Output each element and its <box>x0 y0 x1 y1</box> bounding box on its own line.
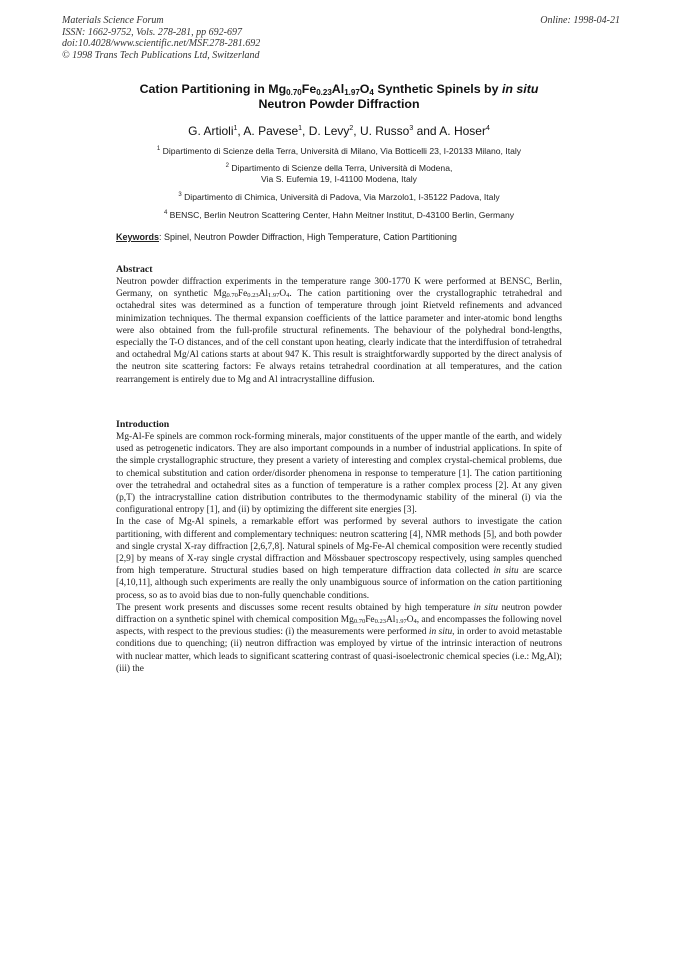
title-text: Cation Partitioning in Mg <box>139 82 287 96</box>
author <box>309 124 360 138</box>
title-text: O <box>359 82 370 96</box>
title-subscript: 1.97 <box>344 88 360 97</box>
keywords <box>116 232 457 242</box>
intro-paragraph-3: The present work presents and discusses some recent results obtained by high temperature in situ neutron powder diffraction on a synthetic spinel with chemical composition $Mg_{0.70}Fe_{0.23}Al_{1.97}O_4$, and encompasses the following novel aspects, with respect to the previous studies: (i) the measurements were performed in situ, in order to avoid metastable conditions due to quenching; (ii) neutron diffraction was employed by virtue of the intrinsic interaction of neutrons with nuclear matter, which leads to significant scattering contrast of quasi-isoelectronic chemical species (i.e.: Mg,Al); (iii) the <box>116 602 563 674</box>
author <box>439 124 490 138</box>
abstract-section <box>116 264 562 386</box>
author <box>243 124 308 138</box>
journal-name: Materials Science Forum <box>62 15 164 26</box>
intro-paragraph-1: Mg-Al-Fe spinels are common rock-forming minerals, major constituents of the upper mantle of the earth, and widely used as petrogenetic indicators. They are also important compounds in a number of industrial applications. In spite of the simple crystallographic structure, they present a variety of interesting and complex crystal-chemical problems, due to chemical substitution and cation order/disorder phenomena in response to temperature [1]. The cation partitioning over the tetrahedral and octahedral sites as a function of temperature is a rather complex process [2]. At any given (p,T) the intracrystalline cation distribution contributes to the thermodynamic stability of the mineral (i) via the configurational entropy [1], and (ii) by optimizing the different site energies [3]. <box>116 432 562 516</box>
title-subscript: 0.70 <box>286 88 302 97</box>
keywords-label: Keywords <box>116 232 160 242</box>
author <box>360 124 439 138</box>
introduction-body <box>116 431 562 675</box>
title-subscript: 4 <box>369 88 374 97</box>
affiliation-text: BENSC, Berlin Neutron Scattering Center, Hahn Meitner Institut, D-43100 Berlin, Germany <box>169 209 515 220</box>
author-name: D. Levy <box>308 124 350 138</box>
author-separator: and <box>413 124 440 138</box>
affiliation-marker: 3 <box>409 125 414 132</box>
title-text: Synthetic Spinels by <box>373 82 502 96</box>
issn-line: ISSN: 1662-9752, Vols. 278-281, pp 692-697 <box>62 26 242 38</box>
author-separator: , <box>353 124 360 138</box>
publication-info <box>62 15 260 61</box>
affiliation-4 <box>70 208 608 221</box>
copyright-line: © 1998 Trans Tech Publications Ltd, Switzerland <box>62 49 260 61</box>
doi-line[interactable]: doi:10.4028/www.scientific.net/MSF.278-281.692 <box>62 38 261 50</box>
author-name: G. Artioli <box>188 124 234 138</box>
author-separator: , <box>302 124 309 138</box>
paper-title <box>100 82 578 112</box>
affiliation-text: Dipartimento di Scienze della Terra, Università di Milano, Via Botticelli 23, I-20133 Milano, Italy <box>162 145 522 156</box>
author <box>188 124 243 138</box>
abstract-heading: Abstract <box>116 264 153 275</box>
affiliation-number: 1 <box>156 146 161 152</box>
author-name: U. Russo <box>359 124 410 138</box>
title-subscript: 0.23 <box>316 88 332 97</box>
keywords-text: : Spinel, Neutron Powder Diffraction, High Temperature, Cation Partitioning <box>159 232 457 242</box>
title-italic: in situ <box>501 82 539 96</box>
intro-paragraph-2: In the case of Mg-Al spinels, a remarkable effort was performed by several authors to investigate the cation partitioning, with different and complementary techniques: neutron scattering [4], NMR methods [5], and both powder and single crystal X-ray diffraction [2,6,7,8]. Natural spinels of Mg-Fe-Al chemical composition were recently studied [2,9] by means of X-ray single crystal diffraction and Mössbauer spectroscopy respectively, using samples quenched from high temperature. Structural studies based on high temperature diffraction data collected in situ are scarce [4,10,11], although such experiments are really the only unambiguous source of information on the cation partitioning process, so as to avoid bias due to non-fully quenchable conditions. <box>116 517 562 601</box>
author-name: A. Hoser <box>439 124 486 138</box>
author-list <box>80 124 598 138</box>
abstract-body: Neutron powder diffraction experiments in the temperature range 300-1770 K were performed at BENSC, Berlin, Germany, on synthetic $Mg_{0.70}Fe_{0.23}Al_{1.97}O_4$. The cation partitioning over the crystallographic tetrahedral and octahedral sites was determined as a function of temperature through joint Rietveld refinements and advanced minimization techniques. The thermal expansion coefficients of the lattice parameter and inter-atomic bond lengths were also obtained from the full-profile structural refinements. The behaviour of the polyhedral bond-lengths, especially the T-O distances, and of the cell constant upon heating, clearly indicate that the interdiffusion of tetrahedral and octahedral Mg/Al cations starts at about 947 K. This result is straightforwardly supported by the direct analysis of the neutron site scattering factors: Fe always retains tetrahedral coordination at all temperatures, and the cation rearrangement is entirely due to Mg and Al intracrystalline diffusion. <box>116 277 562 385</box>
affiliation-text: Via S. Eufemia 19, I-41100 Modena, Italy <box>261 174 417 185</box>
author-name: A. Pavese <box>243 124 299 138</box>
affiliation-marker: 1 <box>233 125 238 132</box>
affiliation-text: Dipartimento di Chimica, Università di Padova, Via Marzolo1, I-35122 Padova, Italy <box>184 191 500 202</box>
affiliation-number: 2 <box>225 163 229 169</box>
affiliation-text: Dipartimento di Scienze della Terra, Università di Modena, <box>231 162 453 173</box>
affiliation-marker: 1 <box>298 125 303 132</box>
introduction-heading: Introduction <box>116 419 170 430</box>
affiliation-2 <box>70 161 608 186</box>
title-text: Fe <box>301 82 317 96</box>
online-date: Online: 1998-04-21 <box>540 15 620 26</box>
affiliation-number: 4 <box>163 210 168 216</box>
affiliation-marker: 4 <box>485 125 490 132</box>
author-separator: , <box>237 124 244 138</box>
affiliation-3 <box>70 190 608 203</box>
introduction-section <box>116 419 562 675</box>
title-line-2: Neutron Powder Diffraction <box>258 97 420 111</box>
affiliation-number: 3 <box>178 192 182 198</box>
affiliation-1 <box>70 144 608 157</box>
affiliation-marker: 2 <box>349 125 354 132</box>
title-text: Al <box>331 82 345 96</box>
